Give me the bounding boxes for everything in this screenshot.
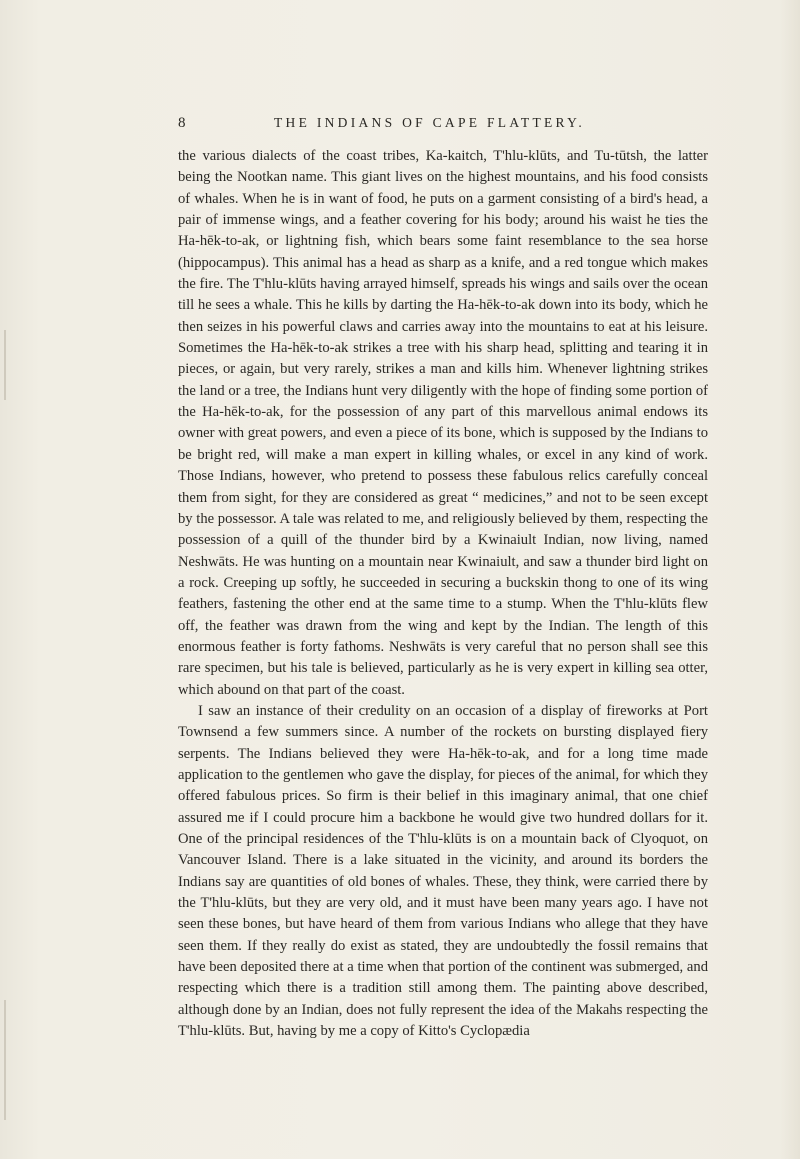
- page-header: [178, 112, 708, 134]
- body-text: [178, 146, 708, 1042]
- page-number: 8: [178, 115, 186, 131]
- paragraph: I saw an instance of their credulity on an occasion of a display of fireworks at Port Townsend a few summers since. A number of the rockets on bursting displayed fiery serpents. The Indians believed they were Ha-hēk-to-ak, and for a long time made application to the gentlemen who gave the display, for pieces of the animal, for which they offered fabulous prices. So firm is their belief in this imaginary animal, that one chief assured me if I could procure him a backbone he would give two hundred dollars for it. One of the principal residences of the T'hlu-klūts is on a mountain back of Clyoquot, on Vancouver Island. There is a lake situated in the vicinity, and around its borders the Indians say are quantities of old bones of whales. These, they think, were carried there by the T'hlu-klūts, but they are very old, and it must have been many years ago. I have not seen these bones, but have heard of them from various Indians who allege that they have seen them. If they really do exist as stated, they are undoubtedly the fossil remains that have been deposited there at a time when that portion of the continent was submerged, and respecting which there is a tradition still among them. The painting above described, although done by an Indian, does not fully represent the idea of the Makahs respecting the T'hlu-klūts. But, having by me a copy of Kitto's Cyclopædia: [178, 702, 708, 1040]
- binding-shadow: [4, 330, 6, 400]
- paragraph: the various dialects of the coast tribes, Ka-kaitch, T'hlu-klūts, and Tu-tūtsh, the latter being the Nootkan name. This giant lives on the highest mountains, and his food consists of whales. When he is in want of food, he puts on a garment consisting of a bird's head, a pair of immense wings, and a feather covering for his body; around his waist he ties the Ha-hēk-to-ak, or lightning fish, which bears some faint resemblance to the sea horse (hippocampus). This animal has a head as sharp as a knife, and a red tongue which makes the fire. The T'hlu-klūts having arrayed himself, spreads his wings and sails over the ocean till he sees a whale. This he kills by darting the Ha-hēk-to-ak down into its body, which he then seizes in his powerful claws and carries away into the mountains to eat at his leisure. Sometimes the Ha-hēk-to-ak strikes a tree with his sharp head, splitting and tearing it in pieces, or again, but very rarely, strikes a man and kills him. Whenever lightning strikes the land or a tree, the Indians hunt very diligently with the hope of finding some portion of the Ha-hēk-to-ak, for the possession of any part of this marvellous animal endows its owner with great powers, and even a piece of its bone, which is supposed by the Indians to be bright red, will make a man expert in killing whales, or excel in any kind of work. Those Indians, however, who pretend to possess these fabulous relics carefully conceal them from sight, for they are considered as great “ medicines,” and not to be seen except by the possessor. A tale was related to me, and religiously believed by them, respecting the possession of a quill of the thunder bird by a Kwinaiult Indian, now living, named Neshwāts. He was hunting on a mountain near Kwinaiult, and saw a thunder bird light on a rock. Creeping up softly, he succeeded in securing a buckskin thong to one of its wing feathers, fastening the other end at the same time to a stump. When the T'hlu-klūts flew off, the feather was drawn from the wing and kept by the Indian. The length of this enormous feather is forty fathoms. Neshwāts is very careful that no person shall see this rare specimen, but his tale is believed, particularly as he is very expert in killing sea otter, which abound on that part of the coast.: [178, 148, 708, 698]
- running-title: THE INDIANS OF CAPE FLATTERY.: [274, 115, 586, 130]
- binding-shadow: [4, 1000, 6, 1120]
